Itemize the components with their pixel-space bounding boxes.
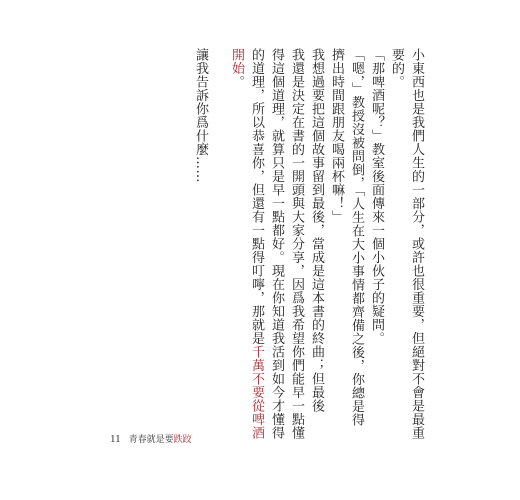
text-column <box>347 48 365 427</box>
text-column <box>407 48 425 440</box>
body-text: 擠出時間跟朋友喝兩杯嘛！」 <box>329 48 344 224</box>
text-column <box>367 48 385 378</box>
text-column <box>287 48 305 440</box>
body-text: 「那啤酒呢？」教室後面傳來一個小伙子的疑問。 <box>369 48 384 345</box>
running-title-prefix: 青春就是要 <box>128 435 174 445</box>
text-column <box>267 48 285 440</box>
text-column <box>387 48 405 378</box>
body-text: 「嗯，」教授沒被問倒，「人生在大小事情都齊備之後，你總是得 <box>349 48 364 427</box>
body-text: 。 <box>229 75 244 89</box>
running-title-highlight: 跌跤 <box>173 435 192 445</box>
page-footer <box>110 432 192 445</box>
vertical-text-block <box>191 48 425 440</box>
body-text: 我想過要把這個故事留到最後，當成是這本書的終曲；但最後 <box>309 48 324 413</box>
text-column <box>307 48 325 413</box>
body-text: 的道理，所以恭喜你，但還有一點得叮嚀，那就是 <box>249 48 264 345</box>
highlighted-text: 開始 <box>229 48 244 75</box>
column-gap <box>211 48 225 378</box>
body-text: 讓我告訴你爲什麼…… <box>193 48 208 183</box>
page-number: 11 <box>110 433 121 445</box>
text-column <box>227 48 245 378</box>
body-text: 我還是決定在書的一開頭與大家分享，因爲我希望你們能早一點懂 <box>289 48 304 440</box>
text-column <box>247 48 265 440</box>
highlighted-text: 千萬不要從啤酒 <box>249 345 264 440</box>
body-text: 要的。 <box>389 48 404 89</box>
running-title <box>129 432 192 445</box>
text-column <box>191 48 209 378</box>
body-text: 小東西也是我們人生的一部分，或許也很重要，但絕對不會是最重 <box>409 48 424 440</box>
text-column <box>327 48 345 378</box>
body-text: 得這個道理，就算只是早一點都好。現在你知道我活到如今才懂得 <box>269 48 284 440</box>
